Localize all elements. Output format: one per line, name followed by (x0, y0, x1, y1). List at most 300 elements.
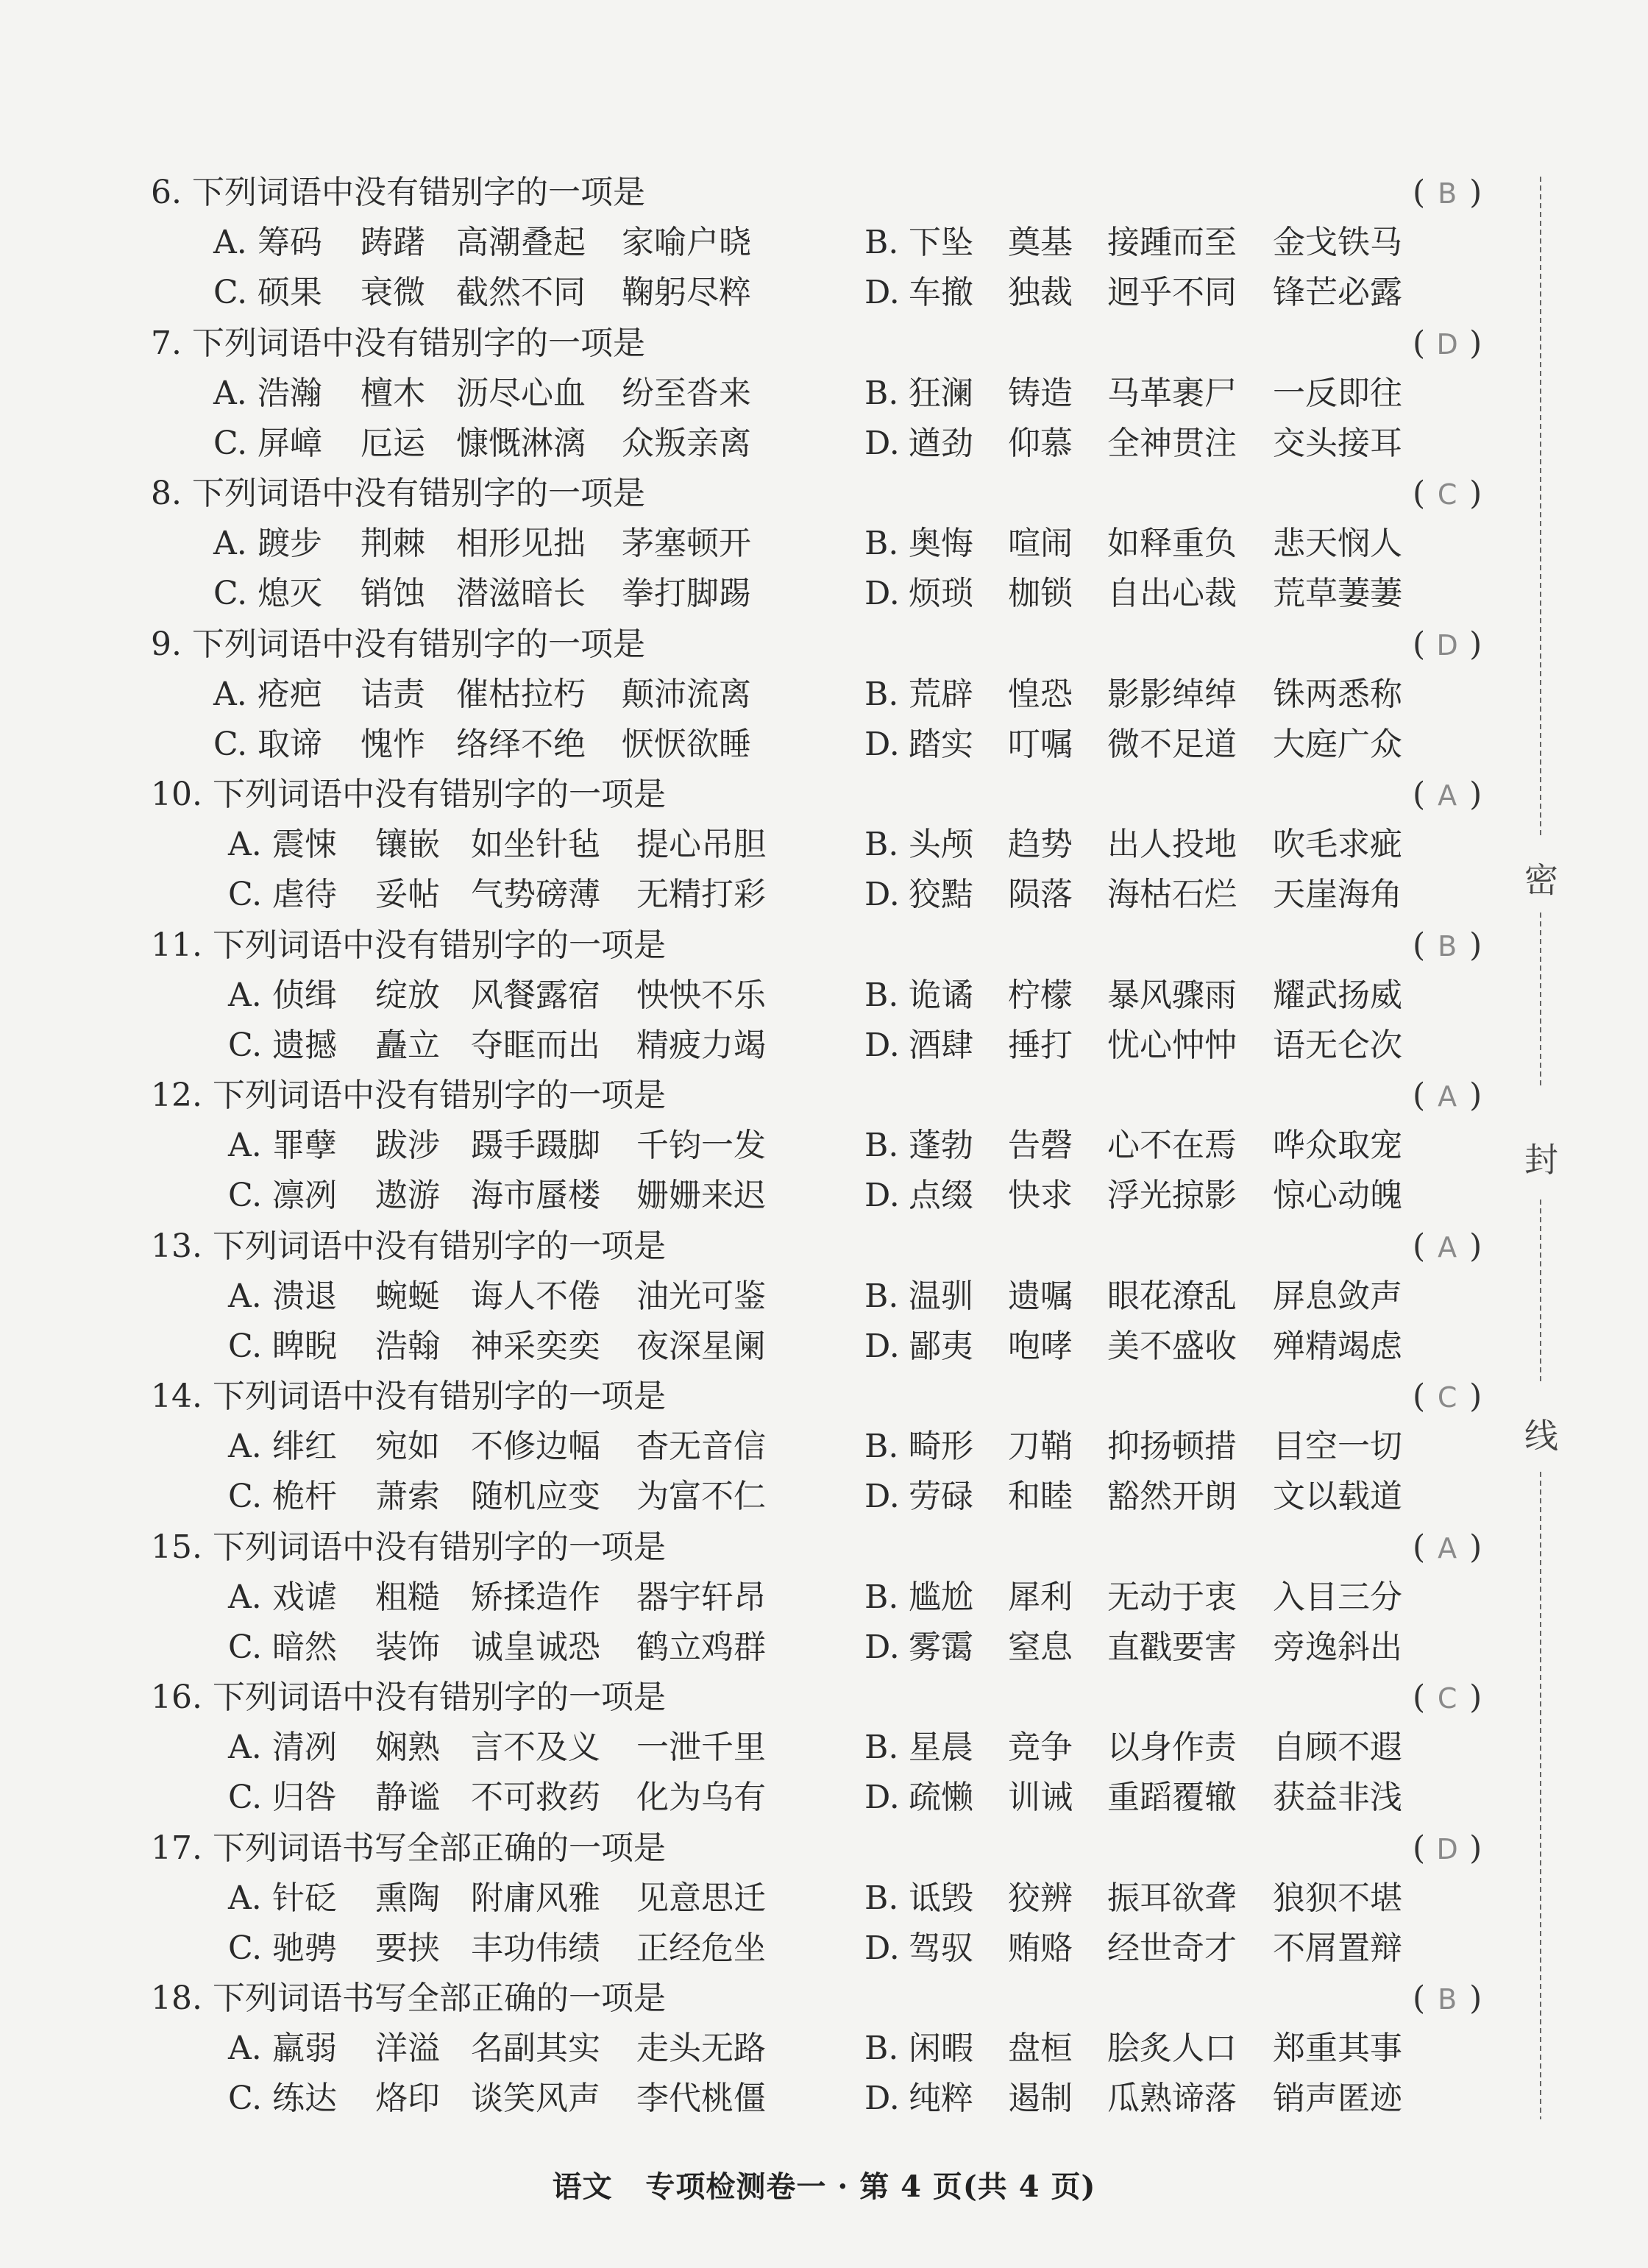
option-d (864, 1021, 1402, 1071)
option-word: 纷至沓来 (622, 375, 751, 412)
answer-paren-open: ( (1413, 1528, 1426, 1566)
option-b (864, 1272, 1402, 1322)
option-word: 蜿蜒 (375, 1277, 440, 1315)
option-word: 催枯拉朽 (456, 676, 586, 713)
option-word: 衰微 (360, 274, 425, 311)
question-number: 11. (151, 926, 202, 964)
question-text: 下列词语书写全部正确的一项是 (212, 1980, 666, 2017)
answer-box (1413, 1974, 1516, 2024)
question-12 (0, 1071, 1530, 1222)
option-label: D. (864, 425, 900, 462)
answer-letter: B (1438, 1983, 1457, 2016)
option-label: B. (864, 224, 899, 261)
option-word: 竞争 (1008, 1729, 1073, 1766)
option-word: 贿赂 (1008, 1929, 1073, 1967)
question-9 (0, 620, 1530, 770)
option-label: B. (864, 375, 899, 412)
option-word: 诋毁 (909, 1879, 973, 1917)
option-word: 车撤 (909, 274, 973, 311)
option-word: 名副其实 (471, 2030, 600, 2067)
question-stem (151, 1222, 666, 1272)
answer-box (1413, 1071, 1516, 1121)
option-word: 豁然开朗 (1107, 1478, 1237, 1515)
question-stem (151, 620, 645, 670)
option-c (213, 720, 751, 770)
option-word: 语无仑次 (1273, 1027, 1402, 1064)
answer-paren-close: ) (1469, 1829, 1482, 1867)
option-a (213, 670, 751, 720)
option-label: B. (864, 1127, 899, 1164)
option-word: 萧索 (375, 1478, 440, 1515)
option-b (864, 1874, 1402, 1924)
question-11 (0, 921, 1530, 1071)
option-label: C. (228, 1629, 263, 1666)
option-word: 恹恹欲睡 (622, 726, 751, 763)
option-word: 入目三分 (1273, 1578, 1402, 1616)
option-d (864, 2074, 1402, 2124)
option-label: C. (228, 1328, 263, 1365)
option-word: 柠檬 (1008, 977, 1073, 1014)
option-word: 烙印 (375, 2080, 440, 2117)
option-word: 相形见拙 (456, 525, 586, 562)
option-c (228, 1472, 766, 1522)
answer-box (1413, 1824, 1516, 1874)
option-word: 遗撼 (272, 1027, 337, 1064)
option-word: 狼狈不堪 (1273, 1879, 1402, 1917)
option-word: 接踵而至 (1107, 224, 1237, 261)
option-d (864, 419, 1402, 469)
option-word: 瓜熟谛落 (1107, 2080, 1237, 2117)
question-stem (151, 1372, 666, 1422)
option-word: 鹤立鸡群 (636, 1629, 766, 1666)
option-word: 直戳要害 (1107, 1629, 1237, 1666)
answer-paren-close: ) (1469, 174, 1482, 211)
answer-box (1413, 620, 1516, 670)
option-d (864, 720, 1402, 770)
answer-box (1413, 469, 1516, 519)
option-label: D. (864, 726, 900, 763)
option-word: 海市蜃楼 (471, 1177, 600, 1214)
option-word: 蓬勃 (909, 1127, 973, 1164)
option-word: 金戈铁马 (1273, 224, 1402, 261)
option-word: 怏怏不乐 (636, 977, 766, 1014)
option-word: 独裁 (1008, 274, 1073, 311)
option-word: 下坠 (909, 224, 973, 261)
option-word: 悲天悯人 (1273, 525, 1402, 562)
option-c (228, 1623, 766, 1673)
question-stem (151, 770, 666, 820)
option-c (228, 1021, 766, 1071)
option-word: 桅杆 (272, 1478, 337, 1515)
option-label: B. (864, 676, 899, 713)
option-label: A. (228, 977, 262, 1014)
option-word: 罪孽 (272, 1127, 337, 1164)
option-word: 哗众取宠 (1273, 1127, 1402, 1164)
option-word: 刀鞘 (1008, 1428, 1073, 1465)
option-label: D. (864, 1629, 900, 1666)
option-label: B. (864, 977, 899, 1014)
option-word: 星晨 (909, 1729, 973, 1766)
answer-paren-open: ( (1413, 776, 1426, 813)
option-label: D. (864, 274, 900, 311)
seal-line-mid1 (1540, 912, 1541, 1089)
question-text: 下列词语中没有错别字的一项是 (212, 1077, 666, 1114)
question-16 (0, 1673, 1530, 1824)
option-label: C. (228, 2080, 263, 2117)
option-b (864, 1723, 1402, 1773)
option-label: A. (213, 676, 247, 713)
option-word: 归咎 (272, 1779, 337, 1816)
option-word: 矗立 (375, 1027, 440, 1064)
question-stem (151, 1824, 666, 1874)
option-word: 点缀 (909, 1177, 973, 1214)
option-word: 筹码 (258, 224, 322, 261)
option-label: D. (864, 876, 900, 913)
option-word: 要挟 (375, 1929, 440, 1967)
answer-letter: D (1436, 629, 1458, 662)
seal-line-bottom (1540, 1472, 1541, 2119)
option-label: A. (213, 525, 247, 562)
option-a (228, 820, 766, 870)
answer-paren-close: ) (1469, 776, 1482, 813)
option-word: 见意思迁 (636, 1879, 766, 1917)
option-word: 酒肆 (909, 1027, 973, 1064)
option-word: 装饰 (375, 1629, 440, 1666)
option-label: D. (864, 1328, 900, 1365)
question-15 (0, 1523, 1530, 1673)
answer-paren-open: ( (1413, 1077, 1426, 1114)
answer-box (1413, 168, 1516, 218)
option-word: 海枯石烂 (1107, 876, 1237, 913)
option-word: 络绎不绝 (456, 726, 586, 763)
answer-paren-open: ( (1413, 325, 1426, 362)
option-word: 仰慕 (1008, 425, 1073, 462)
question-text: 下列词语中没有错别字的一项是 (212, 1679, 666, 1716)
option-label: C. (213, 274, 248, 311)
option-word: 微不足道 (1107, 726, 1237, 763)
option-word: 驾驭 (909, 1929, 973, 1967)
option-word: 荆棘 (360, 525, 425, 562)
option-word: 眼花潦乱 (1107, 1277, 1237, 1315)
option-word: 狡黠 (909, 876, 973, 913)
question-stem (151, 1974, 666, 2024)
question-stem (151, 1673, 666, 1723)
option-word: 震悚 (272, 826, 337, 863)
option-word: 捶打 (1008, 1027, 1073, 1064)
option-label: A. (213, 375, 247, 412)
option-word: 家喻户晓 (622, 224, 751, 261)
option-a (228, 1272, 766, 1322)
option-word: 绯红 (272, 1428, 337, 1465)
option-word: 油光可鉴 (636, 1277, 766, 1315)
answer-letter: C (1437, 1682, 1457, 1715)
option-label: D. (864, 1779, 900, 1816)
answer-paren-open: ( (1413, 626, 1426, 663)
answer-box (1413, 770, 1516, 820)
option-word: 杳无音信 (636, 1428, 766, 1465)
option-word: 浩瀚 (258, 375, 322, 412)
option-word: 颠沛流离 (622, 676, 751, 713)
option-c (228, 2074, 766, 2124)
answer-paren-close: ) (1469, 1528, 1482, 1566)
option-word: 李代桃僵 (636, 2080, 766, 2117)
option-word: 一反即往 (1273, 375, 1402, 412)
option-word: 殚精竭虑 (1273, 1328, 1402, 1365)
option-word: 静谧 (375, 1779, 440, 1816)
question-text: 下列词语中没有错别字的一项是 (191, 174, 645, 211)
option-c (228, 1924, 766, 1974)
option-word: 锋芒必露 (1273, 274, 1402, 311)
option-c (213, 268, 751, 318)
footer-dot: · (837, 2169, 849, 2204)
answer-letter: C (1437, 478, 1457, 511)
option-a (213, 218, 751, 268)
question-number: 6. (151, 174, 182, 211)
option-a (228, 1874, 766, 1924)
option-d (864, 1472, 1402, 1522)
option-word: 精疲力竭 (636, 1027, 766, 1064)
option-word: 荒辟 (909, 676, 973, 713)
option-label: A. (213, 224, 247, 261)
question-14 (0, 1372, 1530, 1523)
seal-char-feng: 封 (1524, 1140, 1558, 1180)
option-b (864, 218, 1402, 268)
answer-paren-close: ) (1469, 626, 1482, 663)
option-a (228, 971, 766, 1021)
option-word: 姗姗来迟 (636, 1177, 766, 1214)
option-a (228, 1422, 766, 1472)
answer-paren-close: ) (1469, 1378, 1482, 1415)
option-a (213, 369, 751, 419)
option-word: 气势磅薄 (471, 876, 600, 913)
option-word: 正经危坐 (636, 1929, 766, 1967)
question-8 (0, 469, 1530, 620)
question-text: 下列词语中没有错别字的一项是 (191, 475, 645, 512)
answer-letter: A (1438, 779, 1457, 812)
answer-paren-open: ( (1413, 174, 1426, 211)
question-number: 12. (151, 1077, 202, 1114)
option-word: 头颅 (909, 826, 973, 863)
option-word: 踱步 (258, 525, 322, 562)
option-word: 睥睨 (272, 1328, 337, 1365)
question-text: 下列词语中没有错别字的一项是 (212, 1528, 666, 1566)
option-word: 高潮叠起 (456, 224, 586, 261)
answer-box (1413, 1222, 1516, 1272)
option-word: 全神贯注 (1107, 425, 1237, 462)
option-word: 影影绰绰 (1107, 676, 1237, 713)
option-word: 妥帖 (375, 876, 440, 913)
option-label: D. (864, 1027, 900, 1064)
option-word: 绽放 (375, 977, 440, 1014)
option-label: B. (864, 1428, 899, 1465)
option-word: 迥乎不同 (1107, 274, 1237, 311)
option-label: C. (228, 1779, 263, 1816)
option-word: 畸形 (909, 1428, 973, 1465)
option-d (864, 1322, 1402, 1372)
option-word: 获益非浅 (1273, 1779, 1402, 1816)
option-c (228, 870, 766, 920)
answer-paren-close: ) (1469, 1227, 1482, 1265)
option-word: 鞠躬尽粹 (622, 274, 751, 311)
option-a (228, 1121, 766, 1171)
option-word: 为富不仁 (636, 1478, 766, 1515)
option-word: 喧闹 (1008, 525, 1073, 562)
option-word: 慷慨淋漓 (456, 425, 586, 462)
option-word: 屏嶂 (258, 425, 322, 462)
answer-box (1413, 1523, 1516, 1573)
option-word: 练达 (272, 2080, 337, 2117)
option-c (228, 1171, 766, 1221)
question-10 (0, 770, 1530, 921)
question-7 (0, 319, 1530, 469)
option-word: 无精打彩 (636, 876, 766, 913)
option-word: 销蚀 (360, 575, 425, 612)
option-label: B. (864, 1729, 899, 1766)
option-word: 销声匿迹 (1273, 2080, 1402, 2117)
answer-letter: C (1437, 1381, 1457, 1414)
option-word: 陨落 (1008, 876, 1073, 913)
option-label: A. (228, 826, 262, 863)
option-word: 狂澜 (909, 375, 973, 412)
option-b (864, 1422, 1402, 1472)
option-word: 神采奕奕 (471, 1328, 600, 1365)
option-word: 不可救药 (471, 1779, 600, 1816)
option-word: 忧心忡忡 (1107, 1027, 1237, 1064)
option-word: 驰骋 (272, 1929, 337, 1967)
option-b (864, 2024, 1402, 2074)
option-d (864, 569, 1402, 619)
option-word: 如释重负 (1107, 525, 1237, 562)
option-word: 娴熟 (375, 1729, 440, 1766)
seal-line-top (1540, 177, 1541, 839)
option-word: 大庭广众 (1273, 726, 1402, 763)
option-word: 屏息敛声 (1273, 1277, 1402, 1315)
option-word: 诲人不倦 (471, 1277, 600, 1315)
option-word: 厄运 (360, 425, 425, 462)
option-label: D. (864, 2080, 900, 2117)
option-word: 诡谲 (909, 977, 973, 1014)
option-word: 犀利 (1008, 1578, 1073, 1616)
question-6 (0, 168, 1530, 319)
option-label: A. (228, 1277, 262, 1315)
question-number: 16. (151, 1679, 202, 1716)
option-c (213, 419, 751, 469)
option-label: B. (864, 2030, 899, 2067)
option-word: 踌躇 (360, 224, 425, 261)
option-label: A. (228, 1879, 262, 1917)
option-word: 潜滋暗长 (456, 575, 586, 612)
option-word: 无动于衷 (1107, 1578, 1237, 1616)
option-word: 针砭 (272, 1879, 337, 1917)
option-word: 言不及义 (471, 1729, 600, 1766)
option-label: D. (864, 1177, 900, 1214)
option-word: 暗然 (272, 1629, 337, 1666)
option-label: B. (864, 1879, 899, 1917)
option-word: 盘桓 (1008, 2030, 1073, 2067)
option-b (864, 519, 1402, 569)
question-number: 8. (151, 475, 182, 512)
option-word: 尴尬 (909, 1578, 973, 1616)
answer-paren-open: ( (1413, 926, 1426, 964)
question-text: 下列词语中没有错别字的一项是 (212, 926, 666, 964)
answer-paren-open: ( (1413, 475, 1426, 512)
option-word: 跋涉 (375, 1127, 440, 1164)
option-word: 咆哮 (1008, 1328, 1073, 1365)
answer-box (1413, 319, 1516, 369)
option-word: 马革裹尸 (1107, 375, 1237, 412)
option-word: 侦缉 (272, 977, 337, 1014)
answer-box (1413, 921, 1516, 971)
option-word: 纯粹 (909, 2080, 973, 2117)
seal-char-xian: 线 (1524, 1416, 1558, 1456)
option-b (864, 1121, 1402, 1171)
option-word: 丰功伟绩 (471, 1929, 600, 1967)
option-word: 铢两悉称 (1273, 676, 1402, 713)
option-word: 茅塞顿开 (622, 525, 751, 562)
answer-paren-open: ( (1413, 1679, 1426, 1716)
option-word: 快求 (1008, 1177, 1073, 1214)
option-word: 夜深星阑 (636, 1328, 766, 1365)
option-word: 以身作责 (1107, 1729, 1237, 1766)
question-number: 9. (151, 626, 182, 663)
option-word: 夺眶而出 (471, 1027, 600, 1064)
option-d (864, 268, 1402, 318)
option-word: 遏制 (1008, 2080, 1073, 2117)
question-number: 14. (151, 1378, 202, 1415)
option-label: A. (228, 1729, 262, 1766)
answer-paren-close: ) (1469, 1679, 1482, 1716)
option-label: C. (228, 1478, 263, 1515)
option-word: 附庸风雅 (471, 1879, 600, 1917)
answer-paren-close: ) (1469, 475, 1482, 512)
question-stem (151, 469, 645, 519)
option-word: 清冽 (272, 1729, 337, 1766)
option-c (228, 1322, 766, 1372)
option-b (864, 1573, 1402, 1623)
option-b (864, 670, 1402, 720)
question-18 (0, 1974, 1530, 2125)
option-word: 暴风骤雨 (1107, 977, 1237, 1014)
option-word: 浩翰 (375, 1328, 440, 1365)
option-label: B. (864, 1277, 899, 1315)
option-word: 粗糙 (375, 1578, 440, 1616)
option-word: 不屑置辩 (1273, 1929, 1402, 1967)
option-word: 雾霭 (909, 1629, 973, 1666)
question-17 (0, 1824, 1530, 1974)
answer-paren-open: ( (1413, 1980, 1426, 2017)
option-label: C. (228, 1929, 263, 1967)
option-word: 铸造 (1008, 375, 1073, 412)
option-word: 众叛亲离 (622, 425, 751, 462)
option-word: 熄灭 (258, 575, 322, 612)
option-word: 枷锁 (1008, 575, 1073, 612)
seal-char-mi: 密 (1524, 860, 1558, 900)
option-word: 和睦 (1008, 1478, 1073, 1515)
answer-letter: A (1438, 1080, 1457, 1113)
option-d (864, 1171, 1402, 1221)
option-word: 窒息 (1008, 1629, 1073, 1666)
option-word: 文以载道 (1273, 1478, 1402, 1515)
option-word: 檀木 (360, 375, 425, 412)
question-number: 10. (151, 776, 202, 813)
option-word: 谈笑风声 (471, 2080, 600, 2117)
option-word: 遨游 (375, 1177, 440, 1214)
option-word: 踏实 (909, 726, 973, 763)
answer-letter: A (1438, 1532, 1457, 1564)
option-word: 惶恐 (1008, 676, 1073, 713)
option-word: 宛如 (375, 1428, 440, 1465)
question-stem (151, 1071, 666, 1121)
